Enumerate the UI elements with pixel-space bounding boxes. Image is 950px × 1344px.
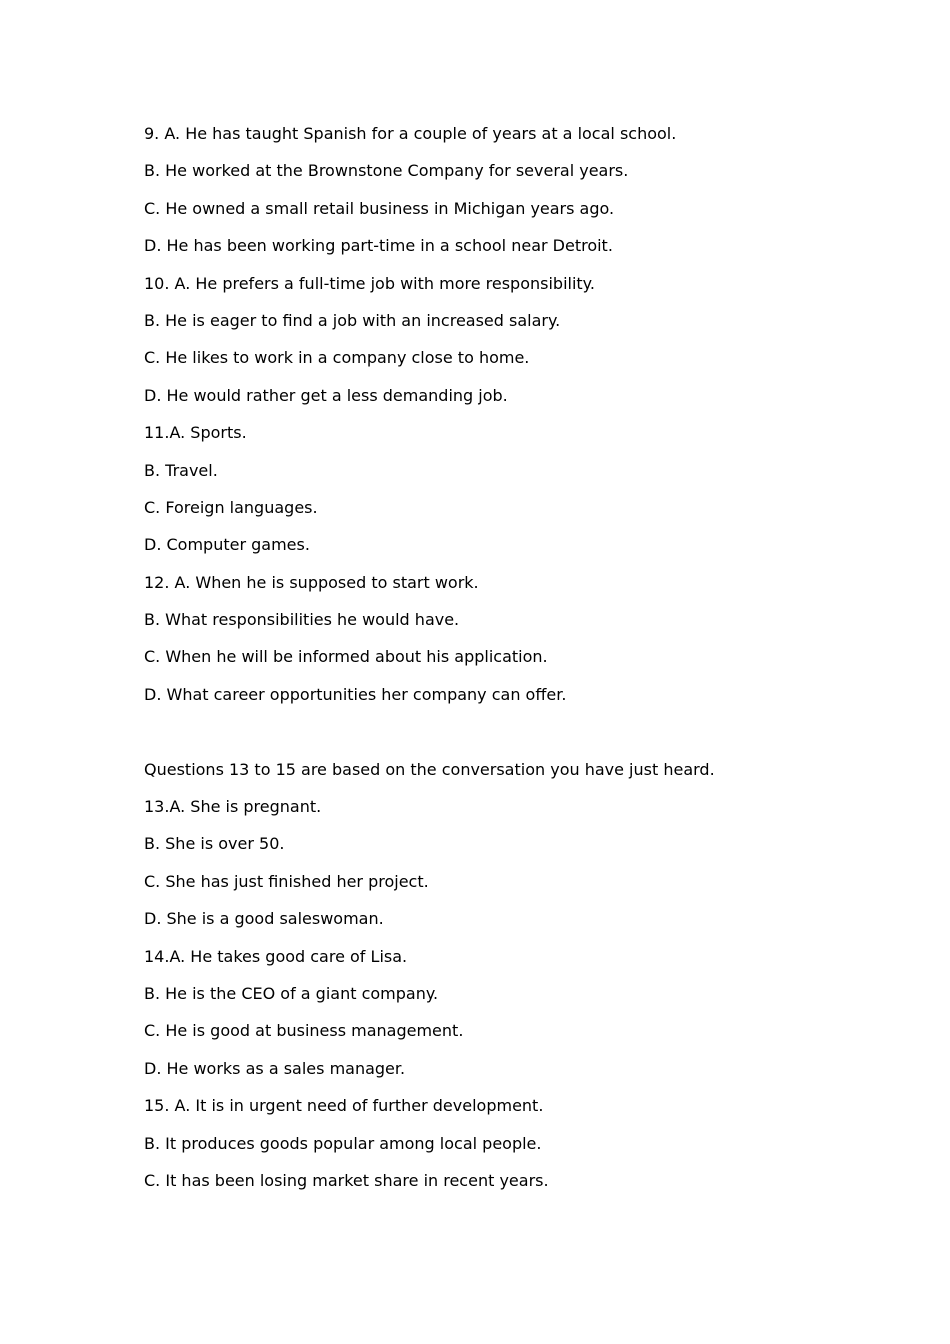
q10-option-a: 10. A. He prefers a full-time job with more responsibility. <box>144 273 595 293</box>
q13-option-a: 13.A. She is pregnant. <box>144 797 322 817</box>
q15-option-b: B. It produces goods popular among local people. <box>144 1133 542 1153</box>
q11-option-b: B. Travel. <box>144 460 218 480</box>
q11-option-c: C. Foreign languages. <box>144 497 318 517</box>
q12-option-a: 12. A. When he is supposed to start work. <box>144 572 479 592</box>
q14-option-c: C. He is good at business management. <box>144 1021 464 1041</box>
document-page <box>144 124 844 1208</box>
q14-option-a: 14.A. He takes good care of Lisa. <box>144 946 408 966</box>
q9-option-d: D. He has been working part-time in a school near Detroit. <box>144 236 613 256</box>
q13-option-c: C. She has just finished her project. <box>144 871 429 891</box>
q10-option-d: D. He would rather get a less demanding job. <box>144 385 508 405</box>
q13-option-b: B. She is over 50. <box>144 834 285 854</box>
q10-option-b: B. He is eager to find a job with an increased salary. <box>144 310 561 330</box>
q9-option-b: B. He worked at the Brownstone Company for several years. <box>144 161 629 181</box>
q9-option-a: 9. A. He has taught Spanish for a couple of years at a local school. <box>144 124 677 143</box>
q11-option-a: 11.A. Sports. <box>144 423 247 443</box>
q15-option-c: C. It has been losing market share in recent years. <box>144 1170 549 1190</box>
q12-option-c: C. When he will be informed about his application. <box>144 647 548 667</box>
q14-option-d: D. He works as a sales manager. <box>144 1058 406 1078</box>
q14-option-b: B. He is the CEO of a giant company. <box>144 983 439 1003</box>
q15-option-a: 15. A. It is in urgent need of further development. <box>144 1096 544 1116</box>
section-gap <box>144 722 844 759</box>
question-block-9-12 <box>144 124 844 705</box>
q9-option-c: C. He owned a small retail business in Michigan years ago. <box>144 198 615 218</box>
q13-option-d: D. She is a good saleswoman. <box>144 909 384 929</box>
section-instruction: Questions 13 to 15 are based on the conversation you have just heard. <box>144 759 715 779</box>
question-block-13-15 <box>144 760 844 1191</box>
q12-option-d: D. What career opportunities her company can offer. <box>144 684 567 704</box>
q12-option-b: B. What responsibilities he would have. <box>144 610 460 630</box>
q10-option-c: C. He likes to work in a company close to home. <box>144 348 530 368</box>
q11-option-d: D. Computer games. <box>144 535 310 555</box>
